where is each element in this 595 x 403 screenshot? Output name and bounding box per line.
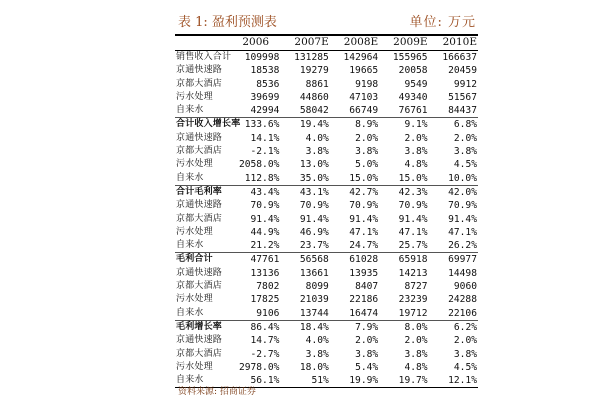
row-label: 销售收入合计 [176,52,232,62]
value-cell: 3.8% [453,348,477,360]
value-cell: 14213 [398,267,428,279]
header-row [175,36,478,51]
value-cell: 12.1% [429,374,478,388]
value-cell: 5.4% [355,361,379,373]
value-cell: 22106 [448,307,477,319]
value-cell: 47103 [349,91,379,103]
value-cell: 42.0% [429,185,478,199]
value-cell: 47.1% [398,226,428,238]
value-cell: 44.9% [250,226,280,238]
value-cell: 19.7% [379,374,428,388]
value-cell: 4.5% [453,361,477,373]
table-row [175,118,478,132]
value-cell: -2.7% [250,348,280,360]
value-cell: 76761 [398,105,428,117]
value-cell: 7802 [256,281,280,293]
value-cell: 21.2% [250,240,280,252]
value-cell: 58042 [299,105,329,117]
row-label: 污水处理 [176,361,213,372]
row-label: 自来水 [176,172,204,183]
value-cell: 65918 [379,253,428,267]
row-label: 京都大酒店 [176,213,223,224]
value-cell: 91.4% [250,213,280,225]
value-cell: 10.0% [448,172,477,184]
table-row [175,158,478,171]
header-cell-2008e: 2008E [330,36,379,51]
value-cell: 8536 [256,78,280,90]
value-cell: 23239 [398,294,428,306]
value-cell: 8727 [404,281,428,293]
header-cell-2010e: 2010E [429,36,478,51]
value-cell: 2.0% [404,132,428,144]
value-cell: 47.1% [448,226,477,238]
value-cell: 86.4% [231,320,280,334]
value-cell: 43.1% [280,185,329,199]
value-cell: 19712 [398,307,428,319]
source-note: 资料来源: 招商证券 [178,387,256,397]
value-cell: 18.4% [280,320,329,334]
value-cell: 70.9% [250,200,280,212]
value-cell: 14.1% [250,132,280,144]
value-cell: 19665 [349,65,379,77]
value-cell: 13.0% [299,159,329,171]
value-cell: 19.9% [330,374,379,388]
table-body [175,51,478,388]
row-label: 京通快速路 [176,267,223,278]
value-cell: 3.8% [355,348,379,360]
row-label: 污水处理 [176,226,213,237]
value-cell: 25.7% [398,240,428,252]
value-cell: 91.4% [349,213,379,225]
value-cell: 14.7% [250,335,280,347]
value-cell: 20058 [398,65,428,77]
table-row [175,78,478,91]
table-title-row [178,10,476,30]
row-label: 自来水 [176,307,204,318]
value-cell: 35.0% [299,172,329,184]
value-cell: 2.0% [355,335,379,347]
header-cell-2006: 2006 [231,36,280,51]
value-cell: 14498 [448,267,477,279]
value-cell: 49340 [398,91,428,103]
value-cell: 23.7% [299,240,329,252]
table-row [175,91,478,104]
table-row [175,213,478,226]
table-row [175,199,478,212]
table-row [175,104,478,118]
value-cell: 8099 [305,281,329,293]
value-cell: 3.8% [404,348,428,360]
row-label: 京都大酒店 [176,281,223,292]
value-cell: 2.0% [453,132,477,144]
table-row [175,64,478,77]
value-cell: 24.7% [349,240,379,252]
value-cell: 5.0% [355,159,379,171]
value-cell: 3.8% [305,146,329,158]
table-row [175,320,478,334]
value-cell: -2.1% [250,146,280,158]
row-label: 京都大酒店 [176,146,223,157]
value-cell: 16474 [349,307,379,319]
value-cell: 4.0% [305,335,329,347]
value-cell: 8407 [355,281,379,293]
value-cell: 20459 [448,65,477,77]
value-cell: 155965 [392,52,428,63]
value-cell: 15.0% [349,172,379,184]
profit-forecast-table [175,36,478,388]
value-cell: 3.8% [404,146,428,158]
table-title: 表 1: 盈利预测表 [178,14,277,30]
value-cell: 51% [280,374,329,388]
value-cell: 91.4% [299,213,329,225]
value-cell: 18538 [250,65,280,77]
value-cell: 13935 [349,267,379,279]
row-label: 污水处理 [176,294,213,305]
value-cell: 131285 [294,52,329,63]
header-cell-2007e: 2007E [280,36,329,51]
value-cell: 66749 [349,105,379,117]
table-row [175,145,478,158]
row-label: 京通快速路 [176,132,223,143]
table-row [175,253,478,267]
value-cell: 8.9% [330,118,379,132]
table-row [175,185,478,199]
value-cell: 2978.0% [238,361,280,373]
table-row [175,51,478,65]
value-cell: 4.8% [404,361,428,373]
value-cell: 22186 [349,294,379,306]
row-label: 京通快速路 [176,200,223,211]
unit-label: 单位: 万元 [409,14,476,30]
value-cell: 17825 [250,294,280,306]
value-cell: 3.8% [453,146,477,158]
value-cell: 13744 [299,307,329,319]
value-cell: 19279 [299,65,329,77]
value-cell: 51567 [448,91,477,103]
row-label: 自来水 [176,240,204,251]
value-cell: 18.0% [299,361,329,373]
value-cell: 2.0% [355,132,379,144]
value-cell: 56.1% [231,374,280,388]
value-cell: 70.9% [448,200,477,212]
value-cell: 91.4% [398,213,428,225]
value-cell: 61028 [330,253,379,267]
row-label: 京都大酒店 [176,348,223,359]
value-cell: 21039 [299,294,329,306]
value-cell: 44860 [299,91,329,103]
value-cell: 2.0% [404,335,428,347]
table-row [175,172,478,186]
row-label: 毛利合计 [175,253,231,267]
table-row [175,307,478,321]
value-cell: 70.9% [299,200,329,212]
row-label: 污水处理 [176,91,213,102]
table-row [175,334,478,347]
value-cell: 6.2% [429,320,478,334]
value-cell: 3.8% [305,348,329,360]
value-cell: 84437 [448,105,477,117]
value-cell: 9.1% [379,118,428,132]
value-cell: 8861 [305,78,329,90]
row-label: 合计毛利率 [175,185,231,199]
value-cell: 56568 [280,253,329,267]
value-cell: 166637 [442,52,477,63]
value-cell: 69977 [429,253,478,267]
row-label: 京通快速路 [176,65,223,76]
value-cell: 109998 [244,52,280,63]
value-cell: 133.6% [231,118,280,132]
header-cell-label [175,36,231,51]
value-cell: 2058.0% [238,159,280,171]
value-cell: 26.2% [448,240,477,252]
value-cell: 43.4% [231,185,280,199]
value-cell: 4.5% [453,159,477,171]
table-row [175,226,478,239]
value-cell: 8.0% [379,320,428,334]
table-header [175,36,478,51]
value-cell: 47.1% [349,226,379,238]
value-cell: 24288 [448,294,477,306]
row-label: 京通快速路 [176,335,223,346]
value-cell: 6.8% [429,118,478,132]
value-cell: 9912 [453,78,477,90]
row-label: 自来水 [175,374,231,388]
value-cell: 47761 [231,253,280,267]
value-cell: 112.8% [244,172,280,184]
table-row [175,239,478,253]
table-row [175,267,478,280]
value-cell: 4.8% [404,159,428,171]
table-row [175,361,478,374]
value-cell: 13661 [299,267,329,279]
value-cell: 9106 [256,307,280,319]
value-cell: 42.7% [330,185,379,199]
value-cell: 13136 [250,267,280,279]
value-cell: 42.3% [379,185,428,199]
value-cell: 91.4% [448,213,477,225]
table-row [175,293,478,306]
row-label: 京都大酒店 [176,78,223,89]
value-cell: 9198 [355,78,379,90]
value-cell: 2.0% [453,335,477,347]
table-row [175,348,478,361]
header-cell-2009e: 2009E [379,36,428,51]
value-cell: 15.0% [398,172,428,184]
value-cell: 70.9% [349,200,379,212]
value-cell: 70.9% [398,200,428,212]
table-row [175,132,478,145]
table-row [175,280,478,293]
value-cell: 4.0% [305,132,329,144]
value-cell: 142964 [343,52,379,63]
value-cell: 19.4% [280,118,329,132]
row-label: 污水处理 [176,159,213,170]
value-cell: 42994 [250,105,280,117]
value-cell: 7.9% [330,320,379,334]
row-label: 毛利增长率 [175,320,231,334]
row-label: 合计收入增长率 [175,118,231,132]
value-cell: 9060 [453,281,477,293]
value-cell: 46.9% [299,226,329,238]
value-cell: 3.8% [355,146,379,158]
value-cell: 39699 [250,91,280,103]
row-label: 自来水 [176,105,204,116]
value-cell: 9549 [404,78,428,90]
